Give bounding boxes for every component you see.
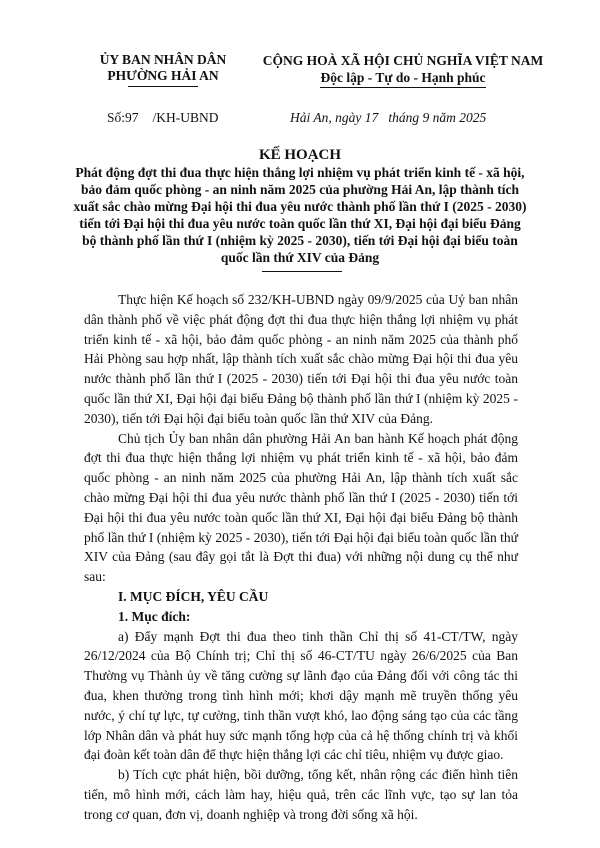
paragraph-basis: Thực hiện Kế hoạch số 232/KH-UBND ngày 09/9/2025 của Uỷ ban nhân dân thành phố về việc phát động đợt thi đua thực hiện thắng lợi nhiệm vụ phát triển kinh tế - xã hội, bảo đảm quốc phòng - an ninh năm 2025 của thành phố Hải Phòng sau hợp nhất, lập thành tích xuất sắc chào mừng Đại hội thi đua yêu nước thành phố lần thứ I (2025 - 2030) tiến tới Đại hội thi đua yêu nước toàn quốc lần thứ XI, Đại hội đại biểu Đảng bộ thành phố lần thứ I (nhiệm kỳ 2025 - 2030), tiến tới Đại hội đại biểu toàn quốc lần thứ XIV của Đảng. — [84, 292, 518, 426]
authority-underline — [128, 86, 198, 87]
paragraph-purpose-a: a) Đẩy mạnh Đợt thi đua theo tinh thần Chỉ thị số 41-CT/TW, ngày 26/12/2024 của Bộ Chính trị; Chỉ thị số 46-CT/TU ngày 26/6/2025 của Ban Thường vụ Thành ủy về tăng cường sự lãnh đạo của Đảng đối với công tác thi đua, khen thưởng trong tình hình mới; khơi dậy mạnh mẽ truyền thống yêu nước, ý chí tự lực, tự cường, tinh thần vượt khó, lao động sáng tạo của các tầng lớp Nhân dân và phát huy sức mạnh tổng hợp của cả hệ thống chính trị và khối đại đoàn kết toàn dân để thực hiện thắng lợi các chỉ tiêu, nhiệm vụ được giao. — [84, 628, 518, 763]
place-and-date: Hải An, ngày 17 tháng 9 năm 2025 — [290, 110, 487, 125]
document-subtitle: Phát động đợt thi đua thực hiện thắng lợi nhiệm vụ phát triển kinh tế - xã hội, bảo đảm quốc phòng - an ninh năm 2025 của phường Hải An, lập thành tích xuất sắc chào mừng Đại hội thi đua yêu nước thành phố lần thứ I (2025 - 2030) tiến tới Đại hội thi đua yêu nước toàn quốc lần thứ XI, Đại hội đại biểu Đảng bộ thành phố lần thứ I (nhiệm kỳ 2025 - 2030), tiến tới Đại hội đại biểu toàn quốc lần thứ XIV của Đảng — [73, 165, 527, 265]
paragraph-issuance: Chủ tịch Ủy ban nhân dân phường Hải An ban hành Kế hoạch phát động đợt thi đua thực hiện thắng lợi nhiệm vụ phát triển kinh tế - xã hội, bảo đảm quốc phòng - an ninh năm 2025 của phường Hải An, lập thành tích xuất sắc chào mừng Đại hội thi đua yêu nước thành phố lần thứ I (2025 - 2030) tiến tới Đại hội thi đua yêu nước toàn quốc lần thứ XI, Đại hội đại biểu Đảng bộ thành phố lần thứ I (nhiệm kỳ 2025 - 2030), tiến tới Đại hội đại biểu toàn quốc lần thứ XIV của Đảng (sau đây gọi tắt là Đợt thi đua) với những nội dung cụ thể như sau: — [84, 430, 518, 585]
document-number-suffix: /KH-UBND — [152, 110, 219, 125]
section-heading: I. MỤC ĐÍCH, YÊU CẦU — [118, 588, 269, 604]
document-number — [107, 110, 219, 126]
country-name: CỘNG HOÀ XÃ HỘI CHỦ NGHĨA VIỆT NAM — [262, 53, 544, 68]
document-title: KẾ HOẠCH — [258, 147, 342, 163]
issuing-authority-line2: PHƯỜNG HẢI AN — [107, 68, 219, 83]
national-heading — [248, 52, 558, 88]
document-number-prefix: Số:97 — [107, 110, 139, 125]
issuing-authority-line1: ỦY BAN NHÂN DÂN — [99, 52, 227, 67]
title-separator — [262, 271, 342, 272]
paragraph-purpose-b: b) Tích cực phát hiện, bồi dưỡng, tổng kết, nhân rộng các điển hình tiên tiến, mô hình mới, cách làm hay, hiệu quả, trên các lĩnh vực, tạo sự lan tỏa trong cơ quan, đơn vị, doanh nghiệp và trong đời sống xã hội. — [84, 767, 518, 822]
issuing-authority — [98, 52, 228, 87]
national-motto: Độc lập - Tự do - Hạnh phúc — [320, 69, 485, 88]
subsection-heading: 1. Mục đích: — [118, 608, 191, 624]
document-body — [84, 290, 518, 825]
